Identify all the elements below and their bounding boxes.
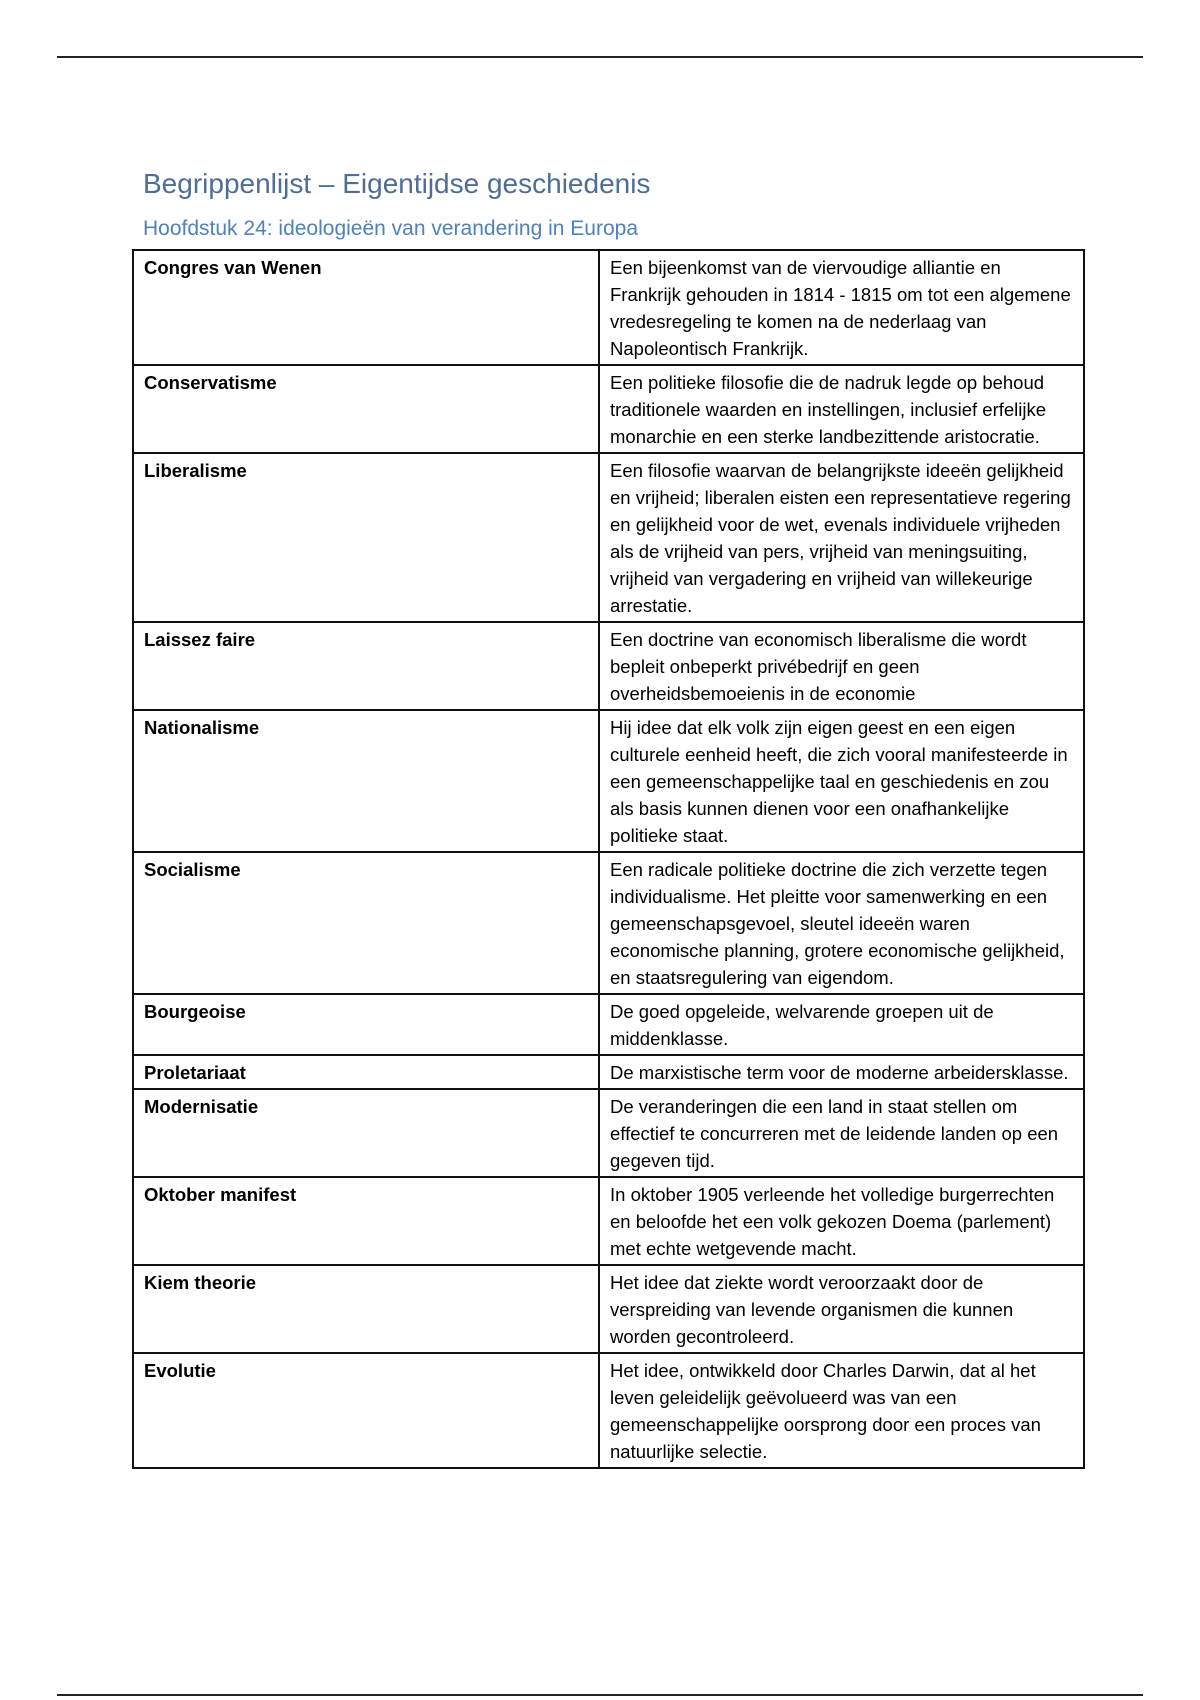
definition-cell: Een doctrine van economisch liberalisme die wordt bepleit onbeperkt privébedrijf en geen overheidsbemoeienis in de economie [599,622,1084,710]
glossary-row [133,1055,1084,1089]
definition-cell: Het idee dat ziekte wordt veroorzaakt door de verspreiding van levende organismen die kunnen worden gecontroleerd. [599,1265,1084,1353]
term-cell: Congres van Wenen [133,250,599,365]
glossary-row [133,622,1084,710]
footer-rule [57,1694,1143,1696]
definition-cell: Een politieke filosofie die de nadruk legde op behoud traditionele waarden en instellingen, inclusief erfelijke monarchie en een sterke landbezittende aristocratie. [599,365,1084,453]
term-cell: Oktober manifest [133,1177,599,1265]
term-cell: Conservatisme [133,365,599,453]
document-title: Begrippenlijst – Eigentijdse geschiedenis [143,168,651,199]
definition-cell: Hij idee dat elk volk zijn eigen geest en een eigen culturele eenheid heeft, die zich vooral manifesteerde in een gemeenschappelijke taal en geschiedenis en zou als basis kunnen dienen voor een onafhankelijke politieke staat. [599,710,1084,852]
glossary-row [133,994,1084,1055]
term-cell: Kiem theorie [133,1265,599,1353]
glossary-row [133,1265,1084,1353]
term-cell: Bourgeoise [133,994,599,1055]
definition-cell: In oktober 1905 verleende het volledige burgerrechten en beloofde het een volk gekozen Doema (parlement) met echte wetgevende macht. [599,1177,1084,1265]
glossary-row [133,1177,1084,1265]
header-rule [57,56,1143,58]
glossary-row [133,710,1084,852]
definition-cell: Een bijeenkomst van de viervoudige alliantie en Frankrijk gehouden in 1814 - 1815 om tot een algemene vredesregeling te komen na de nederlaag van Napoleontisch Frankrijk. [599,250,1084,365]
glossary-row [133,250,1084,365]
term-cell: Proletariaat [133,1055,599,1089]
term-cell: Liberalisme [133,453,599,622]
definition-cell: De goed opgeleide, welvarende groepen uit de middenklasse. [599,994,1084,1055]
glossary-table [132,249,1085,1469]
glossary-row [133,453,1084,622]
glossary-row [133,365,1084,453]
definition-cell: De veranderingen die een land in staat stellen om effectief te concurreren met de leidende landen op een gegeven tijd. [599,1089,1084,1177]
term-cell: Evolutie [133,1353,599,1468]
definition-cell: Een radicale politieke doctrine die zich verzette tegen individualisme. Het pleitte voor samenwerking en een gemeenschapsgevoel, sleutel ideeën waren economische planning, grotere economische gelijkheid, en staatsregulering van eigendom. [599,852,1084,994]
definition-cell: Een filosofie waarvan de belangrijkste ideeën gelijkheid en vrijheid; liberalen eisten een representatieve regering en gelijkheid voor de wet, evenals individuele vrijheden als de vrijheid van pers, vrijheid van meningsuiting, vrijheid van vergadering en vrijheid van willekeurige arrestatie. [599,453,1084,622]
definition-cell: De marxistische term voor de moderne arbeidersklasse. [599,1055,1084,1089]
glossary-row [133,1353,1084,1468]
definition-cell: Het idee, ontwikkeld door Charles Darwin, dat al het leven geleidelijk geëvolueerd was van een gemeenschappelijke oorsprong door een proces van natuurlijke selectie. [599,1353,1084,1468]
term-cell: Nationalisme [133,710,599,852]
glossary-row [133,1089,1084,1177]
term-cell: Laissez faire [133,622,599,710]
chapter-heading: Hoofdstuk 24: ideologieën van verandering in Europa [143,217,639,240]
term-cell: Modernisatie [133,1089,599,1177]
glossary-row [133,852,1084,994]
term-cell: Socialisme [133,852,599,994]
